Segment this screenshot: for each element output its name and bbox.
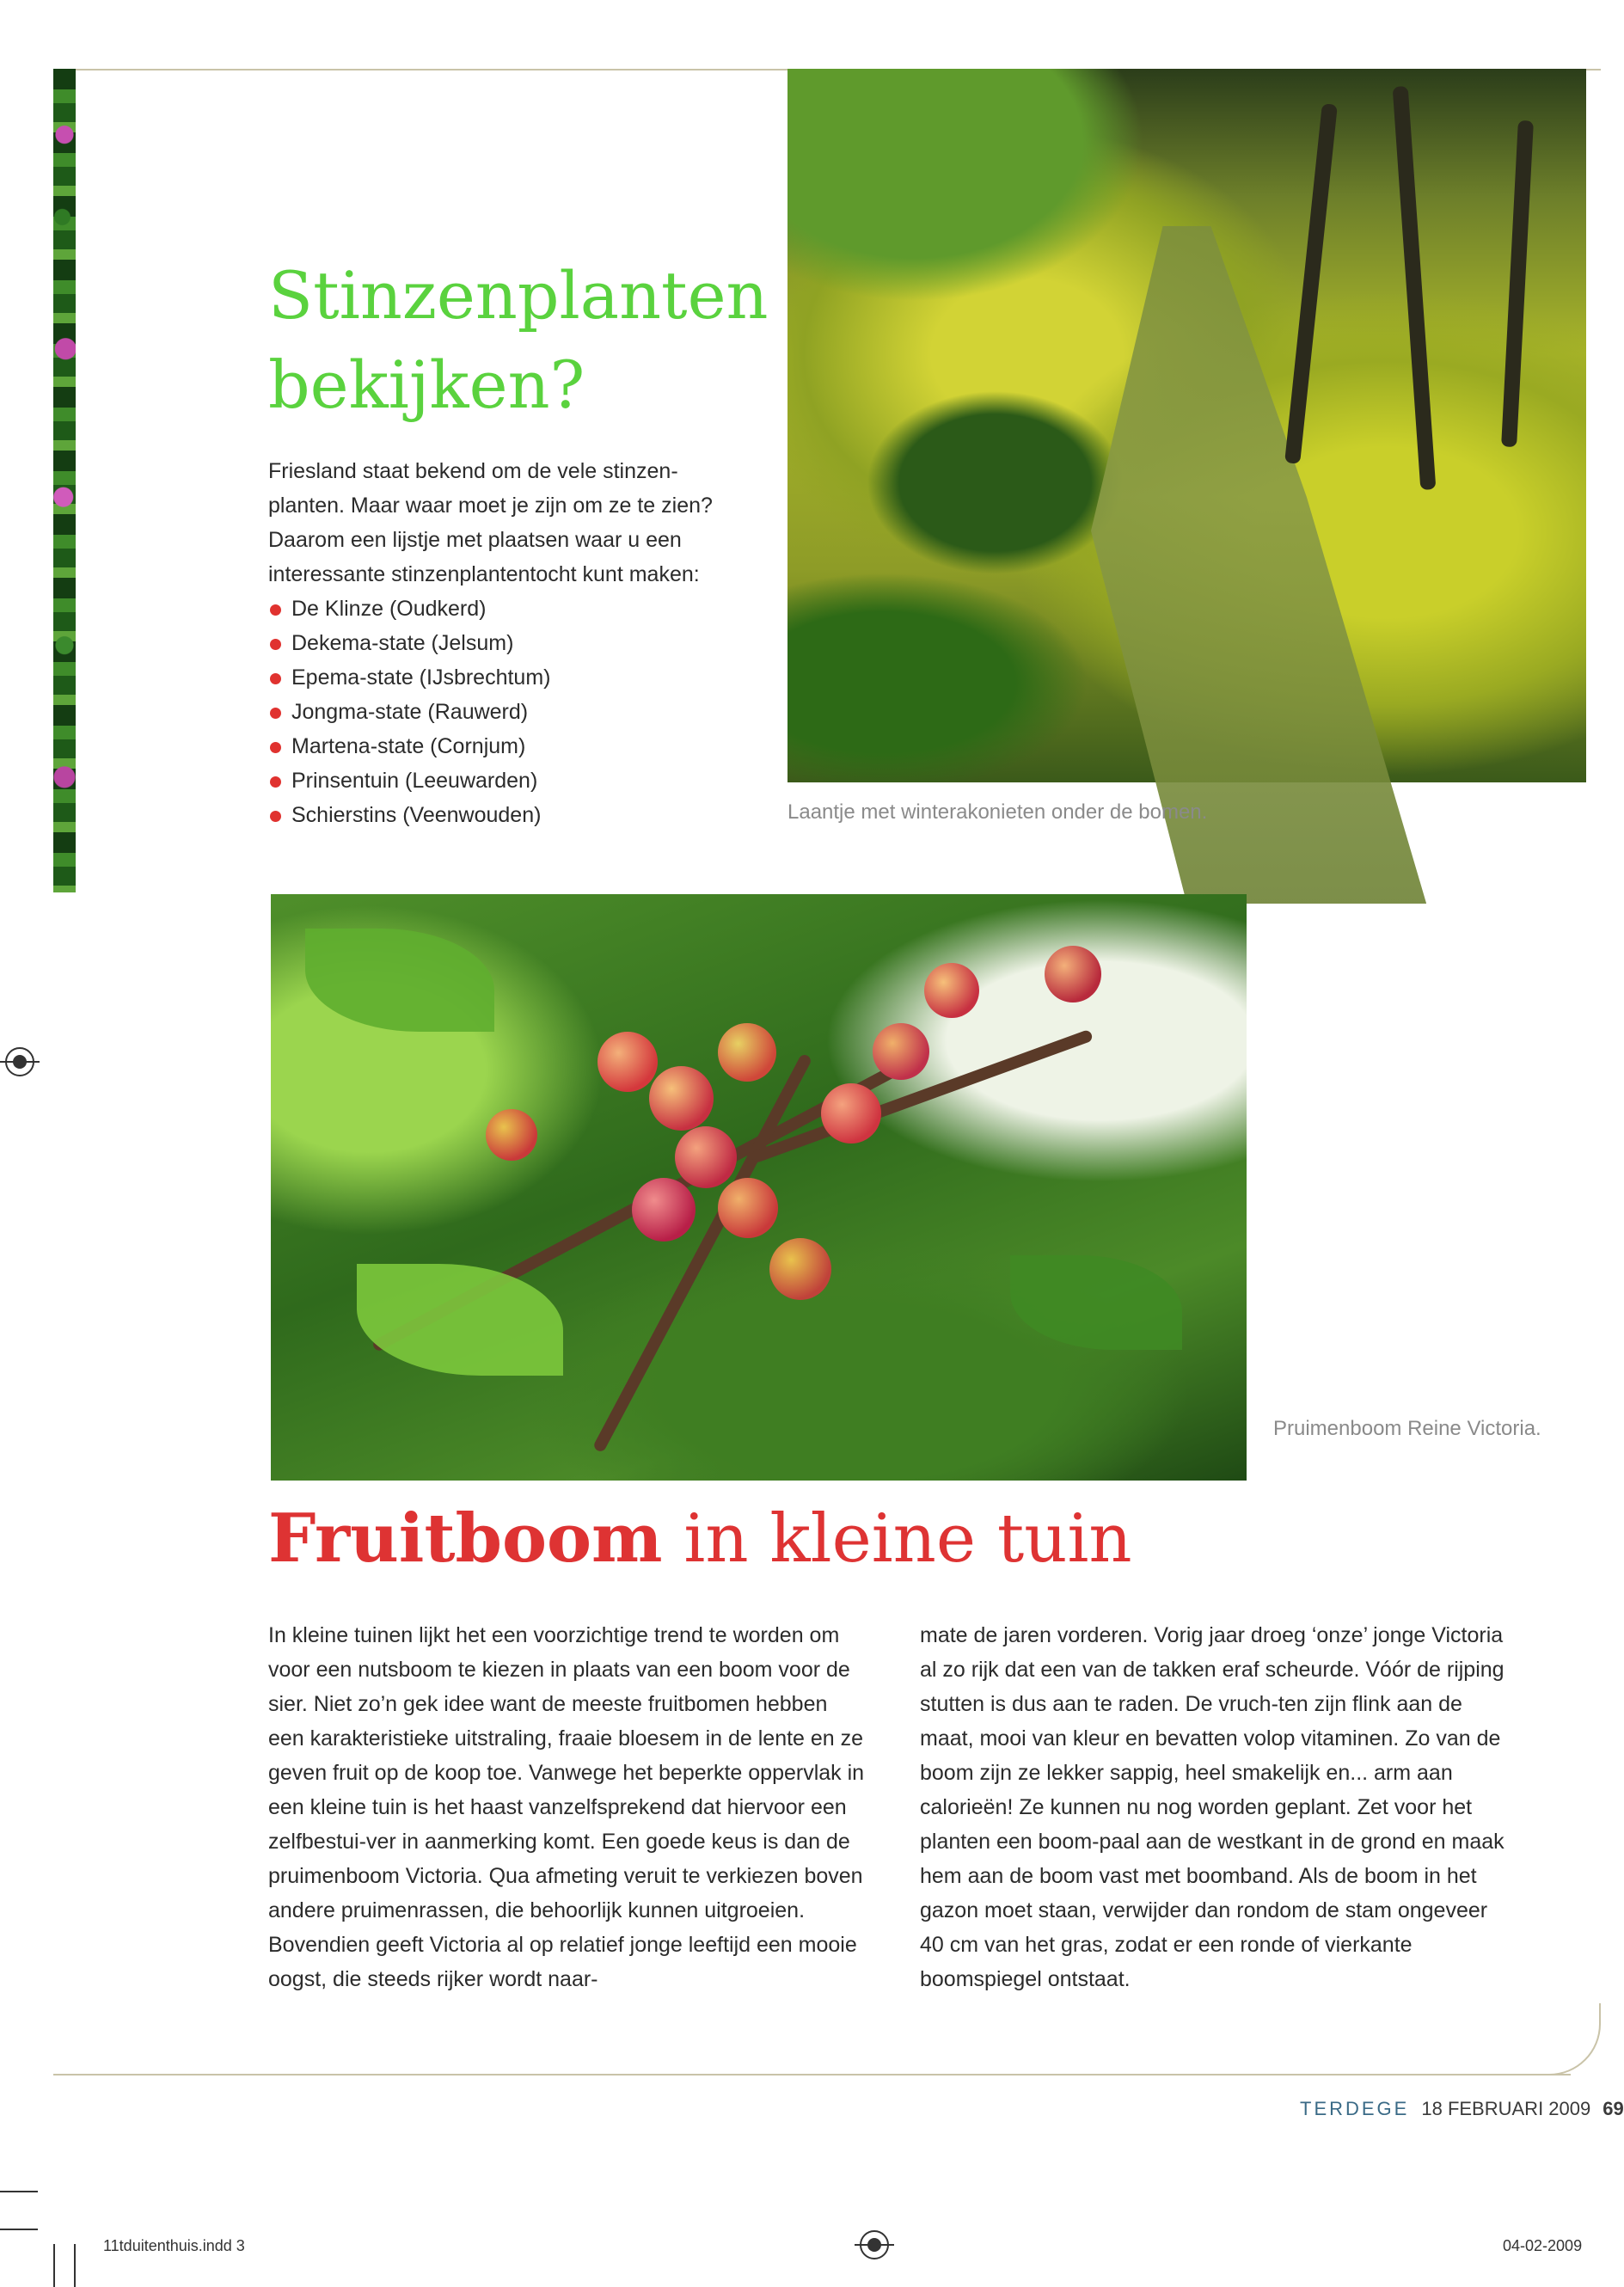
garden-path-photo [787,69,1586,782]
leaf [357,1264,563,1376]
location-label: Dekema-state (Jelsum) [291,631,514,655]
plum-fruit [924,963,979,1018]
crop-mark [0,2229,38,2230]
location-label: Prinsentuin (Leeuwarden) [291,769,538,793]
sidebar-heading-line1: Stinzenplanten [268,257,769,334]
crop-mark [0,2191,38,2192]
plum-fruit [1045,946,1101,1002]
plum-fruit [873,1023,929,1080]
list-item [268,592,750,626]
location-label: Epema-state (IJsbrechtum) [291,665,551,690]
list-item [268,695,750,729]
issue-date: 18 FEBRUARI 2009 [1421,2098,1591,2119]
page-number: 69 [1603,2098,1624,2119]
page-frame-bottom-rule [53,2074,1571,2075]
location-label: Schierstins (Veenwouden) [291,803,542,827]
bullet-icon [270,639,281,650]
plum-fruit [718,1178,778,1238]
list-item [268,729,750,763]
registration-mark-icon [5,1047,34,1076]
page-frame-corner [1530,2003,1601,2075]
location-list [268,592,750,832]
bullet-icon [270,673,281,684]
location-label: Martena-state (Cornjum) [291,734,526,758]
article-column-2: mate de jaren vorderen. Vorig jaar droeg ‘onze’ jonge Victoria al zo rijk dat een van de takken eraf scheurde. Vóór de rijping stutten is dus aan te raden. De vruch-ten zijn flink aan de maat, mooi van kleur en bevatten volop vitaminen. Zo van de boom zijn ze lekker sappig, heel smakelijk en... arm aan calorieën! Ze kunnen nu nog worden geplant. Zet voor het planten een boom-paal aan de westkant in de grond en maak hem aan de boom vast met boomband. Als de boom in het gazon moet staan, verwijder dan rondom de stam ongeveer 40 cm van het gras, zodat er een ronde of vierkante boomspiegel ontstaat. [920,1623,1504,1991]
print-slug-date: 04-02-2009 [1503,2237,1583,2254]
article-column-1: In kleine tuinen lijkt het een voorzichtige trend te worden om voor een nutsboom te kiezen in plaats van een boom voor de sier. Niet zo’n gek idee want de meeste fruitbomen hebben een karakteristieke uitstraling, fraaie bloesem in de lente en ze geven fruit op de koop toe. Vanwege het beperkte oppervlak in een kleine tuin is het haast vanzelfsprekend dat hiervoor een zelfbestui-ver in aanmerking komt. Een goede keus is dan de pruimenboom Victoria. Qua afmeting veruit te verkiezen boven andere pruimenrassen, die behoorlijk kunnen uitgroeien. Bovendien geeft Victoria al op relatief jonge leeftijd een mooie oogst, die steeds rijker wordt naar- [268,1623,865,1991]
page-footer [1300,2098,1624,2120]
magazine-name: TERDEGE [1300,2098,1410,2119]
bullet-icon [270,776,281,788]
garden-photo-caption: Laantje met winterakonieten onder de bomen. [787,800,1208,824]
registration-mark-icon [860,2230,889,2259]
bullet-icon [270,742,281,753]
crop-mark [53,2244,55,2287]
sidebar-body [268,454,750,832]
article-title-strong: Fruitboom [268,1499,663,1578]
plum-fruit [598,1032,658,1092]
list-item [268,798,750,832]
crop-mark [74,2244,76,2287]
list-item [268,626,750,660]
article-title [268,1496,1214,1582]
article-title-rest: in kleine tuin [683,1500,1132,1578]
tree-trunk [1284,103,1338,464]
plum-fruit [718,1023,776,1082]
location-label: Jongma-state (Rauwerd) [291,700,529,724]
leaf [1010,1255,1182,1350]
plum-fruit [632,1178,696,1242]
tree-trunk [1393,86,1437,490]
location-label: De Klinze (Oudkerd) [291,597,487,621]
plum-fruit [649,1066,714,1131]
list-item [268,763,750,798]
plum-fruit [675,1126,737,1188]
bullet-icon [270,811,281,822]
plum-photo-caption: Pruimenboom Reine Victoria. [1273,1417,1541,1440]
decorative-flower-strip [53,69,76,892]
bullet-icon [270,708,281,719]
plum-tree-photo [271,894,1247,1481]
plum-fruit [769,1238,831,1300]
list-item [268,660,750,695]
plum-fruit [486,1109,537,1161]
sidebar-heading [268,251,784,430]
plum-fruit [821,1083,881,1144]
sidebar-intro-text: Friesland staat bekend om de vele stinzen-planten. Maar waar moet je zijn om ze te zien? Daarom een lijstje met plaatsen waar u een interessante stinzenplantentocht kunt maken: [268,459,713,586]
leaf [305,929,494,1032]
print-slug-file: 11tduitenthuis.indd 3 [103,2237,245,2254]
bullet-icon [270,604,281,616]
sidebar-heading-line2: bekijken? [268,346,585,423]
tree-trunk [1501,120,1534,447]
